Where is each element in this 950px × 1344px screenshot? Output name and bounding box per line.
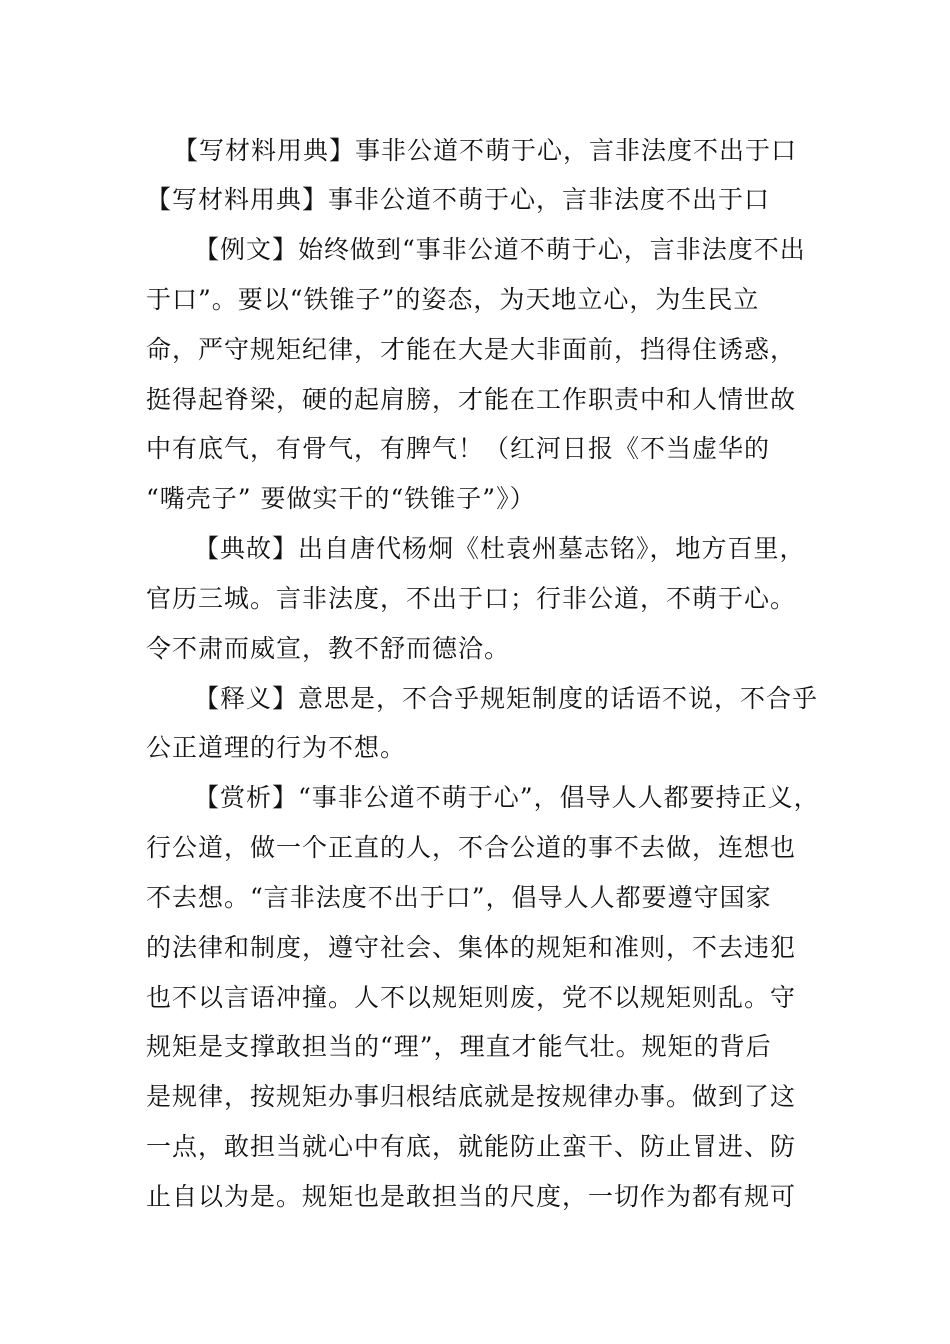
paragraph-analysis-line-9: 止自以为是。规矩也是敢担当的尺度，一切作为都有规可 [146, 1182, 797, 1211]
paragraph-example-line-1: 【例文】始终做到“事非公道不萌于心，言非法度不出 [194, 235, 806, 264]
paragraph-analysis-line-4: 的法律和制度，遵守社会、集体的规矩和准则，不去违犯 [146, 933, 797, 962]
paragraph-analysis-line-7: 是规律，按规矩办事归根结底就是按规律办事。做到了这 [146, 1082, 797, 1111]
paragraph-analysis-line-5: 也不以言语冲撞。人不以规矩则废，党不以规矩则乱。守 [146, 983, 797, 1012]
document-title-repeat: 【写材料用典】事非公道不萌于心，言非法度不出于口 [146, 185, 771, 214]
paragraph-example-line-3: 命，严守规矩纪律，才能在大是大非面前，挡得住诱惑， [146, 335, 797, 364]
paragraph-analysis-line-8: 一点，敢担当就心中有底，就能防止蛮干、防止冒进、防 [146, 1132, 797, 1161]
paragraph-meaning-line-1: 【释义】意思是，不合乎规矩制度的话语不说，不合乎 [194, 684, 819, 713]
paragraph-allusion-line-3: 令不肃而威宣，教不舒而德洽。 [146, 634, 511, 663]
paragraph-example-line-5: 中有底气，有骨气，有脾气！（红河日报《不当虚华的 [146, 434, 771, 463]
paragraph-allusion-line-2: 官历三城。言非法度，不出于口；行非公道，不萌于心。 [146, 584, 797, 613]
paragraph-analysis-line-1: 【赏析】“事非公道不萌于心”，倡导人人都要持正义， [194, 783, 820, 812]
paragraph-analysis-line-2: 行公道，做一个正直的人，不合公道的事不去做，连想也 [146, 833, 797, 862]
paragraph-example-line-4: 挺得起脊梁，硬的起肩膀，才能在工作职责中和人情世故 [146, 385, 797, 414]
paragraph-meaning-line-2: 公正道理的行为不想。 [146, 733, 407, 762]
paragraph-allusion-line-1: 【典故】出自唐代杨炯《杜袁州墓志铭》，地方百里， [194, 534, 806, 563]
paragraph-example-line-6: “嘴壳子” 要做实干的“铁锥子”》） [146, 484, 536, 513]
document-title: 【写材料用典】事非公道不萌于心，言非法度不出于口 [173, 136, 798, 165]
paragraph-analysis-line-3: 不去想。“言非法度不出于口”，倡导人人都要遵守国家 [146, 883, 772, 912]
paragraph-example-line-2: 于口”。要以“铁锥子”的姿态，为天地立心，为生民立 [146, 285, 760, 314]
paragraph-analysis-line-6: 规矩是支撑敢担当的“理”，理直才能气壮。规矩的背后 [146, 1032, 772, 1061]
